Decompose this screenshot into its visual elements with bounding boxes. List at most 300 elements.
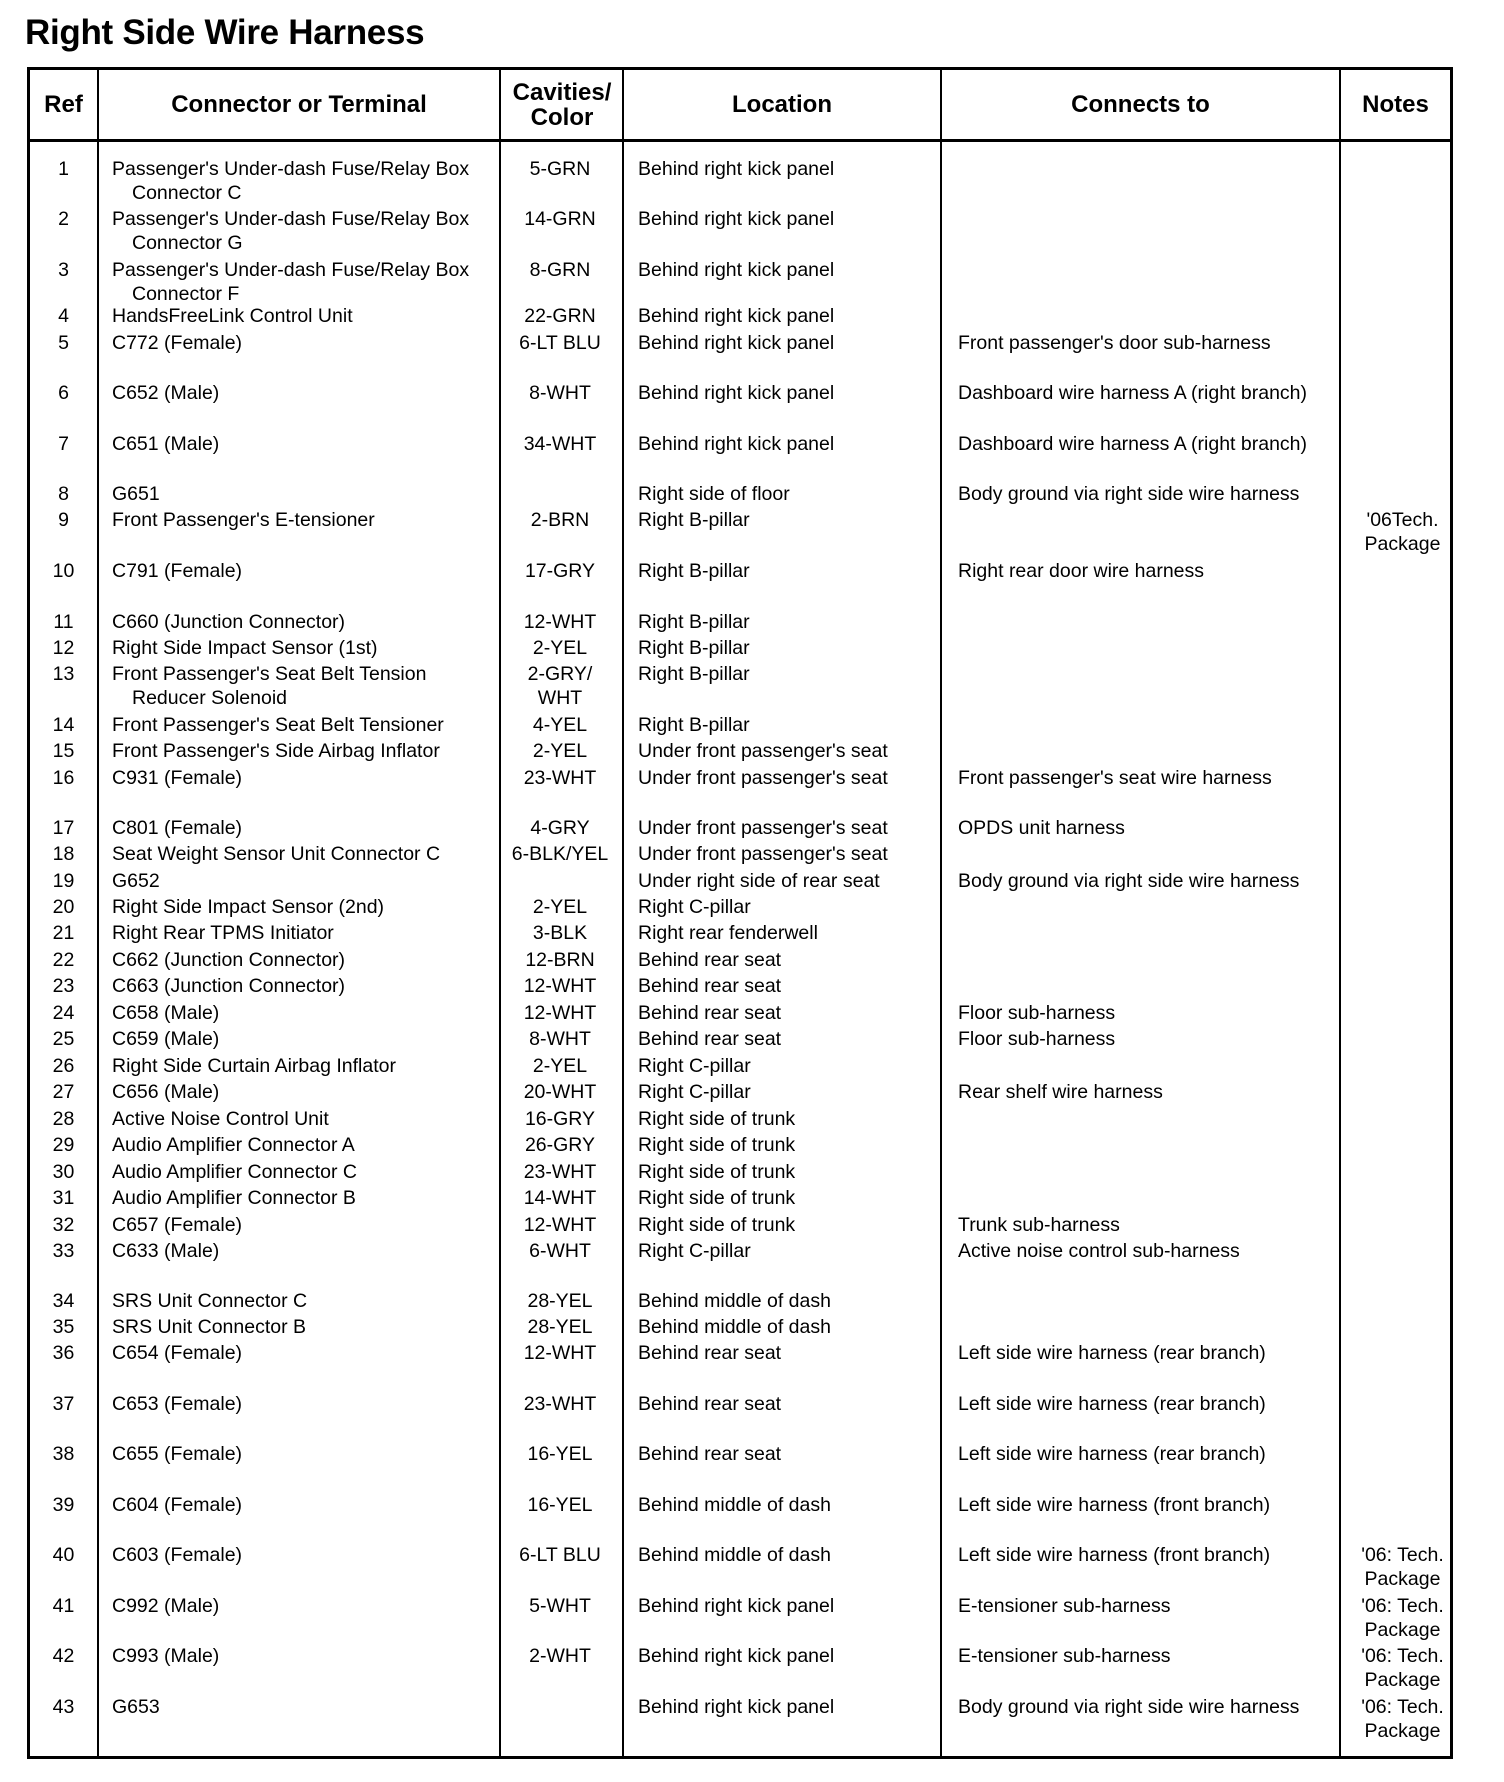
ref-number: 21 — [52, 922, 75, 944]
cell-cavities — [498, 1108, 622, 1132]
connects-to-text: Rear shelf wire harness — [958, 1081, 1163, 1103]
cell-connector — [112, 433, 512, 457]
connector-name: C660 (Junction Connector) — [112, 611, 346, 633]
location-text: Behind rear seat — [638, 949, 782, 971]
ref-number: 31 — [52, 1187, 75, 1209]
cell-cavities — [498, 1443, 622, 1467]
cell-cavities — [498, 637, 622, 661]
location-text: Right B-pillar — [638, 637, 750, 659]
cell-connector — [112, 382, 512, 406]
cell-cavities — [498, 611, 622, 635]
cell-ref — [30, 1494, 97, 1518]
cell-ref — [30, 483, 97, 507]
connects-to-text: Floor sub-harness — [958, 1002, 1116, 1024]
cell-ref — [30, 637, 97, 661]
column-divider — [622, 70, 624, 1756]
cell-ref — [30, 922, 97, 946]
cell-location — [638, 611, 948, 635]
cell-cavities — [498, 382, 622, 406]
cell-ref — [30, 1316, 97, 1340]
cell-ref — [30, 259, 97, 283]
cell-location — [638, 1544, 948, 1568]
cell-ref — [30, 509, 97, 533]
cell-location — [638, 208, 948, 232]
ref-number: 15 — [52, 740, 75, 762]
cell-location — [638, 740, 948, 764]
cell-cavities — [498, 305, 622, 329]
connector-name-continued: Reducer Solenoid — [132, 686, 288, 709]
cell-connector — [112, 560, 512, 584]
ref-number: 25 — [52, 1028, 75, 1050]
cell-location — [638, 1108, 948, 1132]
cell-location — [638, 1595, 948, 1619]
location-text: Behind rear seat — [638, 1002, 782, 1024]
cell-connects-to — [958, 1443, 1368, 1467]
ref-number: 27 — [52, 1081, 75, 1103]
cell-ref — [30, 843, 97, 867]
cell-location — [638, 1055, 948, 1079]
table-header — [30, 70, 1450, 142]
cell-location — [638, 1240, 948, 1264]
header-connector: Connector or Terminal — [171, 91, 427, 118]
cell-connector — [112, 259, 512, 306]
cell-connector — [112, 1134, 512, 1158]
connects-to-text: Active noise control sub-harness — [958, 1240, 1240, 1262]
connector-name: Front Passenger's Seat Belt Tensioner — [112, 714, 444, 736]
cell-cavities — [498, 922, 622, 946]
cell-ref — [30, 1443, 97, 1467]
connector-name: C658 (Male) — [112, 1002, 220, 1024]
location-text: Right C-pillar — [638, 896, 751, 918]
ref-number: 4 — [58, 305, 69, 327]
cell-ref — [30, 208, 97, 232]
cell-cavities — [498, 1290, 622, 1314]
connector-name: C604 (Female) — [112, 1494, 243, 1516]
location-text: Right B-pillar — [638, 714, 750, 736]
cell-location — [638, 1187, 948, 1211]
cell-notes — [1355, 509, 1450, 556]
ref-number: 16 — [52, 767, 75, 789]
connector-name: Right Side Impact Sensor (2nd) — [112, 896, 385, 918]
cavities-color: 2-YEL — [532, 740, 588, 762]
cell-connector — [112, 949, 512, 973]
cell-connects-to — [958, 433, 1368, 457]
ref-number: 36 — [52, 1342, 75, 1364]
cavities-color: 2-GRY/ — [527, 663, 593, 685]
location-text: Behind right kick panel — [638, 433, 835, 455]
cell-connector — [112, 1108, 512, 1132]
ref-number: 29 — [52, 1134, 75, 1156]
cavities-color: 16-YEL — [527, 1443, 593, 1465]
location-text: Right B-pillar — [638, 663, 750, 685]
cell-location — [638, 483, 948, 507]
cell-cavities — [498, 158, 622, 182]
connector-name: G651 — [112, 483, 160, 505]
cell-ref — [30, 870, 97, 894]
cavities-color: 5-WHT — [529, 1595, 591, 1617]
cell-ref — [30, 1028, 97, 1052]
cell-location — [638, 663, 948, 687]
ref-number: 22 — [52, 949, 75, 971]
connector-name: Front Passenger's Seat Belt Tension — [112, 663, 427, 685]
cell-connects-to — [958, 382, 1368, 406]
ref-number: 9 — [58, 509, 69, 531]
notes-text: '06: Tech. — [1361, 1595, 1444, 1617]
cell-cavities — [498, 1055, 622, 1079]
cell-ref — [30, 433, 97, 457]
ref-number: 26 — [52, 1055, 75, 1077]
connects-to-text: E-tensioner sub-harness — [958, 1595, 1171, 1617]
connector-name: Passenger's Under-dash Fuse/Relay Box — [112, 259, 470, 281]
cell-cavities — [498, 817, 622, 841]
cavities-color: 12-WHT — [523, 1214, 597, 1236]
cell-cavities — [498, 1134, 622, 1158]
cell-location — [638, 1393, 948, 1417]
location-text: Behind middle of dash — [638, 1494, 831, 1516]
cavities-color: 23-WHT — [523, 767, 597, 789]
connector-name: C657 (Female) — [112, 1214, 243, 1236]
cell-connector — [112, 896, 512, 920]
cell-cavities — [498, 1393, 622, 1417]
ref-number: 33 — [52, 1240, 75, 1262]
cavities-color: 6-LT BLU — [519, 1544, 601, 1566]
notes-text: '06Tech. — [1366, 509, 1439, 531]
cell-connector — [112, 975, 512, 999]
connector-name: Passenger's Under-dash Fuse/Relay Box — [112, 208, 470, 230]
connector-name: Right Side Curtain Airbag Inflator — [112, 1055, 396, 1077]
page-title: Right Side Wire Harness — [25, 13, 425, 52]
connector-name: C772 (Female) — [112, 332, 243, 354]
cell-ref — [30, 949, 97, 973]
cell-cavities — [498, 1214, 622, 1238]
ref-number: 5 — [58, 332, 69, 354]
location-text: Right B-pillar — [638, 509, 750, 531]
cavities-color: 23-WHT — [523, 1393, 597, 1415]
cell-ref — [30, 767, 97, 791]
cell-connector — [112, 1544, 512, 1568]
cavities-color: 2-WHT — [529, 1645, 591, 1667]
connects-to-text: Front passenger's seat wire harness — [958, 767, 1272, 789]
cavities-color: 16-GRY — [524, 1108, 596, 1130]
cell-location — [638, 637, 948, 661]
cell-ref — [30, 158, 97, 182]
notes-text-continued: Package — [1364, 1567, 1441, 1590]
cell-location — [638, 896, 948, 920]
cell-connects-to — [958, 1494, 1368, 1518]
connector-name: G652 — [112, 870, 160, 892]
cell-cavities — [498, 1316, 622, 1340]
ref-number: 3 — [58, 259, 69, 281]
cell-cavities — [498, 740, 622, 764]
connector-name: Front Passenger's Side Airbag Inflator — [112, 740, 440, 762]
cell-connector — [112, 611, 512, 635]
cell-connector — [112, 1342, 512, 1366]
connects-to-text: Body ground via right side wire harness — [958, 1696, 1300, 1718]
harness-table — [27, 67, 1453, 1759]
connector-name: C656 (Male) — [112, 1081, 220, 1103]
ref-number: 41 — [52, 1595, 75, 1617]
ref-number: 2 — [58, 208, 69, 230]
cell-connector — [112, 740, 512, 764]
header-location: Location — [732, 91, 832, 118]
connects-to-text: Body ground via right side wire harness — [958, 870, 1300, 892]
cell-cavities — [498, 663, 622, 710]
cell-location — [638, 870, 948, 894]
cell-ref — [30, 1595, 97, 1619]
cell-cavities — [498, 1645, 622, 1669]
cell-location — [638, 975, 948, 999]
connector-name: Active Noise Control Unit — [112, 1108, 329, 1130]
location-text: Under front passenger's seat — [638, 767, 888, 789]
cell-connector — [112, 1290, 512, 1314]
ref-number: 37 — [52, 1393, 75, 1415]
location-text: Behind right kick panel — [638, 1645, 835, 1667]
connector-name: C655 (Female) — [112, 1443, 243, 1465]
connector-name: C662 (Junction Connector) — [112, 949, 346, 971]
ref-number: 32 — [52, 1214, 75, 1236]
ref-number: 12 — [52, 637, 75, 659]
connector-name: C931 (Female) — [112, 767, 243, 789]
cell-cavities — [498, 1161, 622, 1185]
cavities-color: 14-WHT — [523, 1187, 597, 1209]
ref-number: 30 — [52, 1161, 75, 1183]
cell-location — [638, 1028, 948, 1052]
ref-number: 35 — [52, 1316, 75, 1338]
cell-cavities — [498, 509, 622, 533]
cell-ref — [30, 1544, 97, 1568]
cavities-color: 12-WHT — [523, 975, 597, 997]
connector-name: HandsFreeLink Control Unit — [112, 305, 353, 327]
cavities-color: 14-GRN — [524, 208, 596, 230]
location-text: Right side of floor — [638, 483, 790, 505]
location-text: Right B-pillar — [638, 560, 750, 582]
cell-cavities — [498, 1028, 622, 1052]
location-text: Under front passenger's seat — [638, 817, 888, 839]
cell-notes — [1355, 1645, 1450, 1692]
notes-text-continued: Package — [1364, 1719, 1441, 1742]
cell-ref — [30, 1108, 97, 1132]
cell-cavities — [498, 1342, 622, 1366]
cell-location — [638, 560, 948, 584]
cell-cavities — [498, 1494, 622, 1518]
cell-cavities — [498, 714, 622, 738]
connector-name: SRS Unit Connector C — [112, 1290, 308, 1312]
cell-connects-to — [958, 560, 1368, 584]
connector-name: C801 (Female) — [112, 817, 243, 839]
location-text: Under front passenger's seat — [638, 843, 888, 865]
cell-location — [638, 305, 948, 329]
cavities-color: 8-WHT — [529, 1028, 591, 1050]
cell-connector — [112, 1187, 512, 1211]
ref-number: 40 — [52, 1544, 75, 1566]
cell-cavities — [498, 1187, 622, 1211]
connector-name: C652 (Male) — [112, 382, 220, 404]
cell-cavities — [498, 259, 622, 283]
connector-name: C651 (Male) — [112, 433, 220, 455]
notes-text: '06: Tech. — [1361, 1544, 1444, 1566]
cell-location — [638, 259, 948, 283]
cell-connector — [112, 1316, 512, 1340]
cavities-color: 12-WHT — [523, 611, 597, 633]
cell-location — [638, 1002, 948, 1026]
cell-ref — [30, 382, 97, 406]
cavities-color: 2-YEL — [532, 896, 588, 918]
cell-cavities — [498, 843, 622, 867]
cavities-color-continued: WHT — [537, 686, 583, 709]
location-text: Behind right kick panel — [638, 1595, 835, 1617]
cell-connects-to — [958, 1028, 1368, 1052]
cell-ref — [30, 1696, 97, 1720]
cell-connector — [112, 1161, 512, 1185]
cell-connector — [112, 1002, 512, 1026]
cell-location — [638, 509, 948, 533]
cavities-color: 8-GRN — [529, 259, 591, 281]
cell-location — [638, 1134, 948, 1158]
connector-name: C992 (Male) — [112, 1595, 220, 1617]
ref-number: 28 — [52, 1108, 75, 1130]
cell-location — [638, 1290, 948, 1314]
cell-connector — [112, 1240, 512, 1264]
connector-name: C791 (Female) — [112, 560, 243, 582]
cell-location — [638, 1443, 948, 1467]
connects-to-text: Left side wire harness (front branch) — [958, 1494, 1271, 1516]
cavities-color: 4-GRY — [530, 817, 590, 839]
location-text: Behind middle of dash — [638, 1316, 831, 1338]
connector-name: C653 (Female) — [112, 1393, 243, 1415]
location-text: Behind right kick panel — [638, 1696, 835, 1718]
cell-ref — [30, 611, 97, 635]
connector-name: Audio Amplifier Connector A — [112, 1134, 355, 1156]
location-text: Right side of trunk — [638, 1108, 796, 1130]
cavities-color: 6-LT BLU — [519, 332, 601, 354]
cell-ref — [30, 817, 97, 841]
cavities-color: 28-YEL — [527, 1290, 593, 1312]
cell-connector — [112, 1393, 512, 1417]
cell-cavities — [498, 949, 622, 973]
ref-number: 20 — [52, 896, 75, 918]
connector-name: C654 (Female) — [112, 1342, 243, 1364]
connector-name: C633 (Male) — [112, 1240, 220, 1262]
cell-connector — [112, 332, 512, 356]
notes-text: '06: Tech. — [1361, 1645, 1444, 1667]
location-text: Behind rear seat — [638, 975, 782, 997]
connects-to-text: Trunk sub-harness — [958, 1214, 1120, 1236]
location-text: Behind rear seat — [638, 1028, 782, 1050]
cell-cavities — [498, 1544, 622, 1568]
cell-location — [638, 1696, 948, 1720]
cell-connector — [112, 922, 512, 946]
cell-connector — [112, 1595, 512, 1619]
cavities-color: 5-GRN — [529, 158, 591, 180]
header-ref: Ref — [44, 91, 83, 118]
cavities-color: 12-BRN — [525, 949, 595, 971]
cavities-color: 26-GRY — [524, 1134, 596, 1156]
cell-location — [638, 767, 948, 791]
connects-to-text: Dashboard wire harness A (right branch) — [958, 433, 1308, 455]
connector-name: Right Rear TPMS Initiator — [112, 922, 334, 944]
ref-number: 6 — [58, 382, 69, 404]
location-text: Right side of trunk — [638, 1161, 796, 1183]
cell-connector — [112, 817, 512, 841]
connects-to-text: Left side wire harness (rear branch) — [958, 1443, 1266, 1465]
cell-cavities — [498, 1595, 622, 1619]
location-text: Behind middle of dash — [638, 1544, 831, 1566]
cell-connects-to — [958, 1544, 1368, 1568]
cell-location — [638, 817, 948, 841]
cavities-color: 2-BRN — [530, 509, 590, 531]
cell-connector — [112, 870, 512, 894]
connects-to-text: Dashboard wire harness A (right branch) — [958, 382, 1308, 404]
location-text: Behind right kick panel — [638, 259, 835, 281]
cell-connects-to — [958, 817, 1368, 841]
ref-number: 38 — [52, 1443, 75, 1465]
cell-location — [638, 1214, 948, 1238]
cell-connects-to — [958, 332, 1368, 356]
location-text: Right side of trunk — [638, 1134, 796, 1156]
notes-text: '06: Tech. — [1361, 1696, 1444, 1718]
cell-cavities — [498, 767, 622, 791]
ref-number: 1 — [58, 158, 69, 180]
ref-number: 8 — [58, 483, 69, 505]
cell-notes — [1355, 1696, 1450, 1743]
cell-connector — [112, 509, 512, 533]
cell-connects-to — [958, 1002, 1368, 1026]
header-cavities: Cavities/ Color — [512, 78, 612, 131]
connects-to-text: Left side wire harness (rear branch) — [958, 1342, 1266, 1364]
connects-to-text: Left side wire harness (rear branch) — [958, 1393, 1266, 1415]
cell-connects-to — [958, 1081, 1368, 1105]
ref-number: 23 — [52, 975, 75, 997]
location-text: Right C-pillar — [638, 1055, 751, 1077]
cell-location — [638, 1161, 948, 1185]
connector-name: Front Passenger's E-tensioner — [112, 509, 375, 531]
cell-location — [638, 949, 948, 973]
cell-cavities — [498, 560, 622, 584]
cell-connects-to — [958, 1214, 1368, 1238]
cell-ref — [30, 714, 97, 738]
connector-name: C659 (Male) — [112, 1028, 220, 1050]
cell-connects-to — [958, 1645, 1368, 1669]
location-text: Behind right kick panel — [638, 208, 835, 230]
cavities-color: 34-WHT — [523, 433, 597, 455]
notes-text-continued: Package — [1364, 1668, 1441, 1691]
cell-connector — [112, 714, 512, 738]
cell-ref — [30, 740, 97, 764]
location-text: Right B-pillar — [638, 611, 750, 633]
connector-name: G653 — [112, 1696, 160, 1718]
connects-to-text: OPDS unit harness — [958, 817, 1125, 839]
location-text: Right C-pillar — [638, 1081, 751, 1103]
cavities-color: 2-YEL — [532, 637, 588, 659]
header-connects-to: Connects to — [1071, 91, 1210, 118]
cell-ref — [30, 1214, 97, 1238]
cell-connector — [112, 843, 512, 867]
connects-to-text: Floor sub-harness — [958, 1028, 1116, 1050]
cell-connector — [112, 1081, 512, 1105]
cell-connector — [112, 1214, 512, 1238]
connector-name: Audio Amplifier Connector B — [112, 1187, 356, 1209]
cell-cavities — [498, 1240, 622, 1264]
cell-connector — [112, 1028, 512, 1052]
cell-notes — [1355, 1544, 1450, 1591]
cell-connects-to — [958, 1342, 1368, 1366]
cell-ref — [30, 332, 97, 356]
cell-ref — [30, 663, 97, 687]
location-text: Right rear fenderwell — [638, 922, 818, 944]
cell-location — [638, 382, 948, 406]
cavities-color: 16-YEL — [527, 1494, 593, 1516]
cell-ref — [30, 975, 97, 999]
